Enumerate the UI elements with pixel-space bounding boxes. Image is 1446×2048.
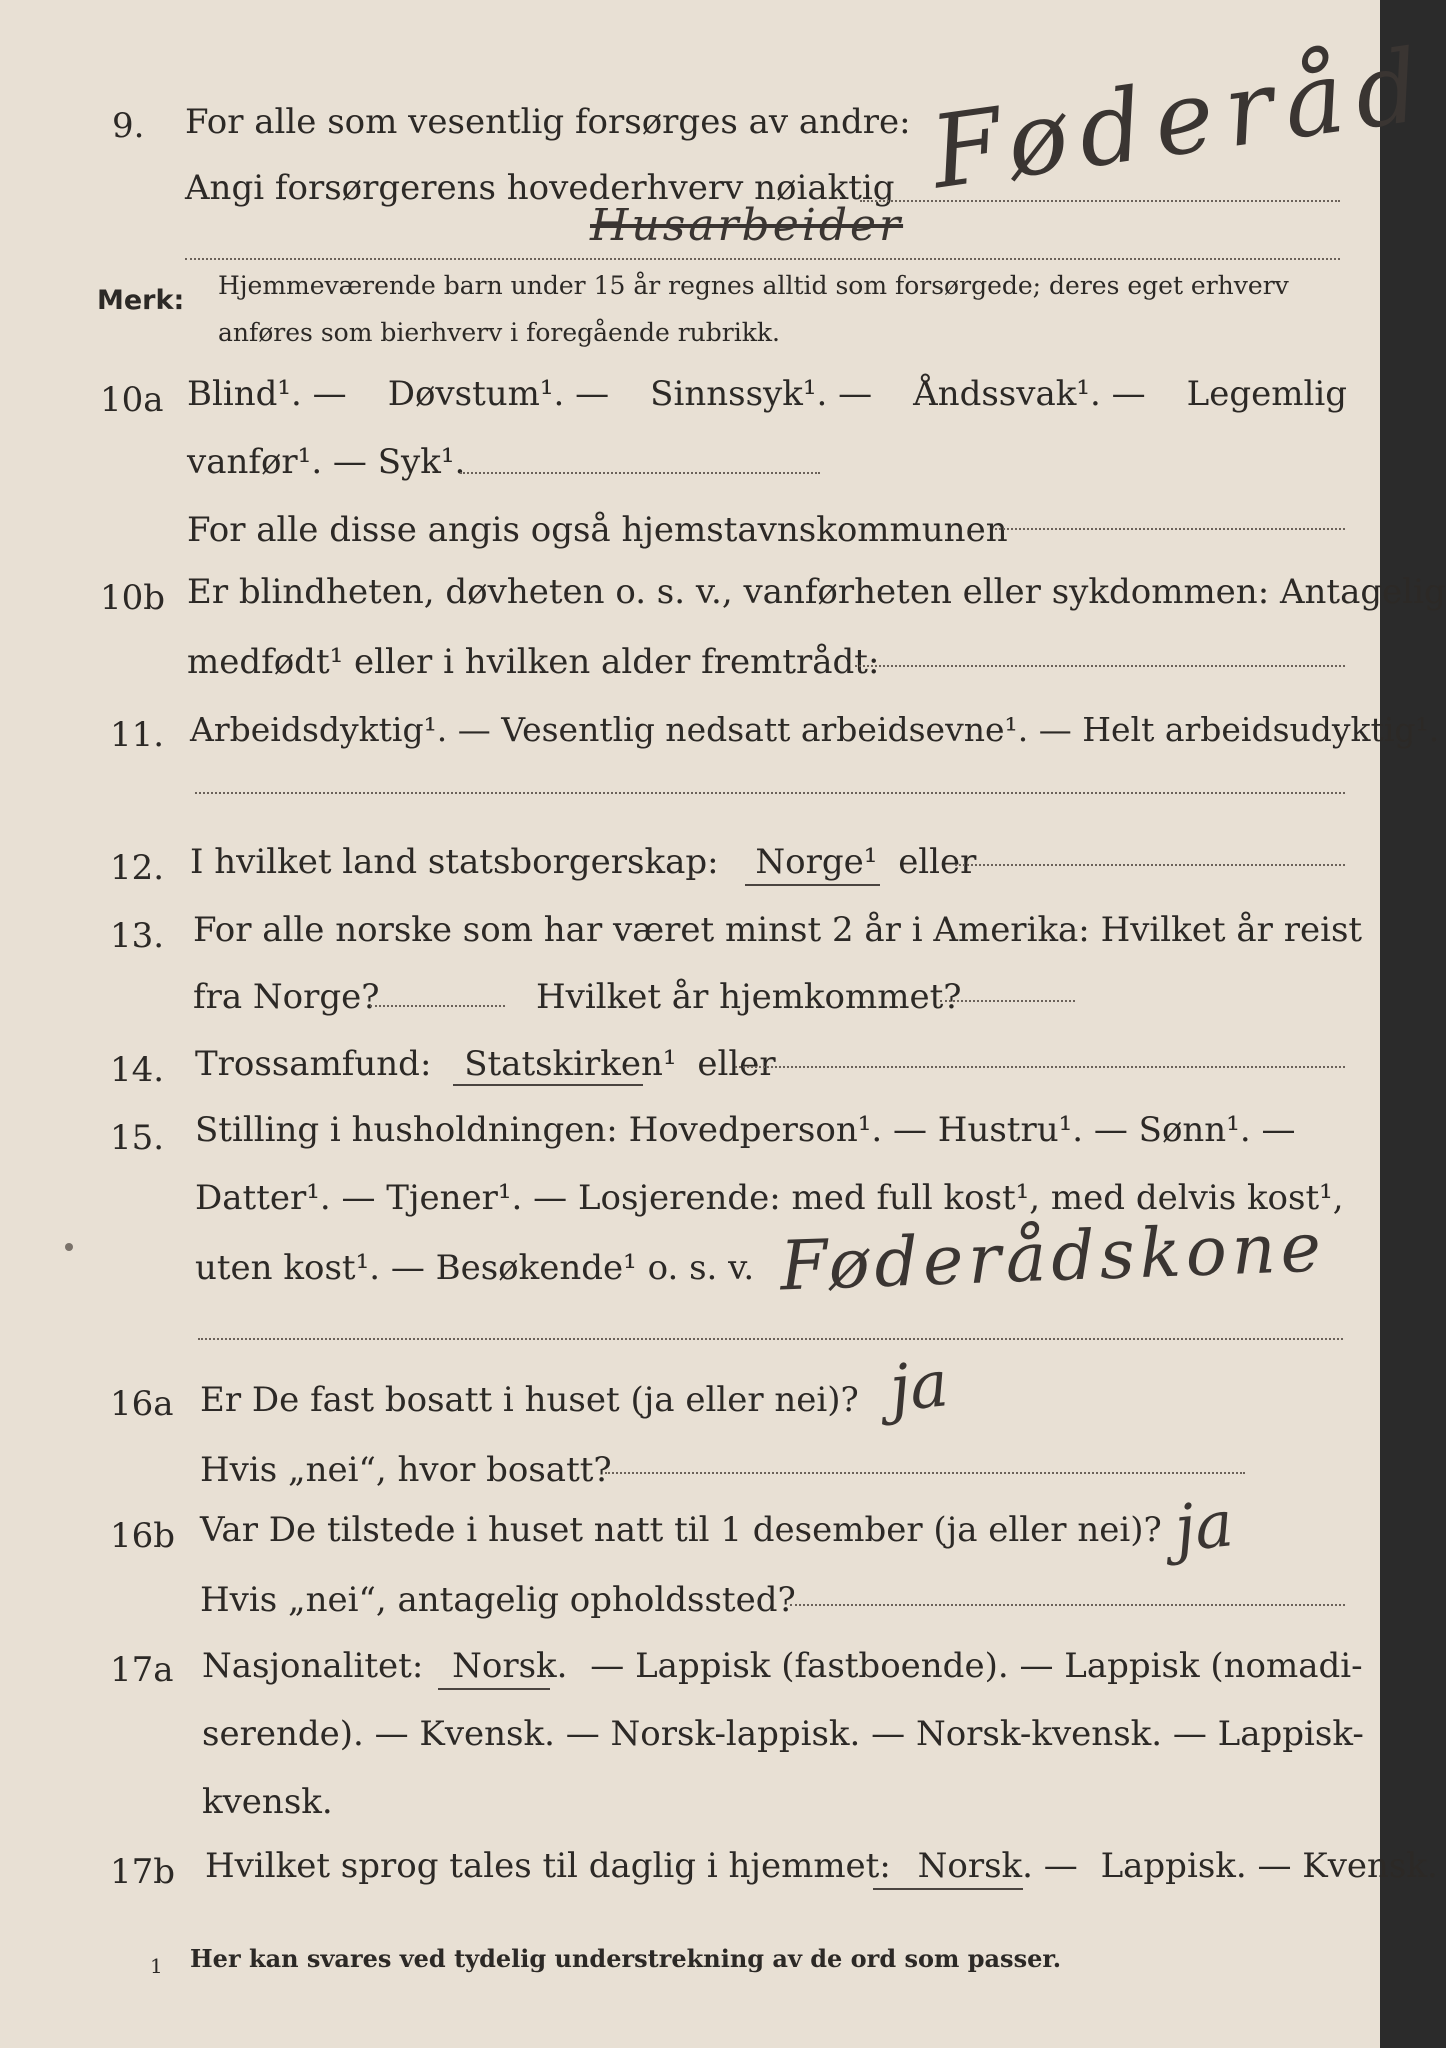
q10a-line2: vanfør¹. — Syk¹. (187, 442, 466, 482)
q14-statskirken-underline (453, 1084, 643, 1086)
q13-line2b: Hvilket år hjemkommet? (536, 977, 962, 1017)
q11-line1: Arbeidsdyktig¹. — Vesentlig nedsatt arbeidsevne¹. — Helt arbeidsudyktig¹. (190, 710, 1440, 749)
q15-line3: uten kost¹. — Besøkende¹ o. s. v. (195, 1248, 755, 1288)
q15-answer-handwriting: Føderådskone (778, 1208, 1328, 1307)
q12-norge-option: Norge¹ (755, 842, 878, 882)
q17a-line2: serende). — Kvensk. — Norsk-lappisk. — Norsk-kvensk. — Lappisk- (202, 1714, 1364, 1754)
q10a-option-sinnssyk: Sinnssyk¹. — (650, 374, 873, 414)
q13-line1: For alle norske som har været minst 2 år i Amerika: Hvilket år reist (193, 910, 1363, 950)
q15-second-line (198, 1338, 1343, 1340)
q17b-number: 17b (110, 1852, 176, 1892)
q12-number: 12. (110, 848, 165, 888)
q13-line2a: fra Norge? (193, 977, 380, 1017)
q17a-line1 (202, 1646, 1363, 1686)
q10b-number: 10b (100, 578, 166, 618)
q10a-option-blind: Blind¹. — (187, 374, 347, 414)
q10a-answer-line (460, 472, 820, 474)
q17a-norsk-option: Norsk. (452, 1646, 568, 1686)
q9-answer-handwriting: Føderåd (924, 25, 1439, 212)
q16b-line2: Hvis „nei“, antagelig opholdssted? (200, 1580, 796, 1620)
q10a-number: 10a (100, 380, 164, 420)
q9-struck-answer: Husarbeider (590, 200, 904, 251)
q16a-number: 16a (110, 1384, 174, 1424)
q12-prefix: I hvilket land statsborgerskap: (190, 842, 719, 882)
q16a-answer-handwriting: ja (886, 1347, 952, 1427)
merk-line1: Hjemmeværende barn under 15 år regnes alltid som forsørgede; deres eget erhverv (218, 271, 1289, 300)
margin-speck (65, 1243, 73, 1251)
q17a-number: 17a (110, 1650, 174, 1690)
q16a-line1: Er De fast bosatt i huset (ja eller nei)? (200, 1380, 859, 1420)
q16a-line2: Hvis „nei“, hvor bosatt? (200, 1450, 612, 1490)
q15-line1: Stilling i husholdningen: Hovedperson¹. — Hustru¹. — Sønn¹. — (195, 1110, 1296, 1150)
q9-second-line (185, 258, 1340, 260)
q11-number: 11. (110, 715, 165, 755)
q15-number: 15. (110, 1118, 165, 1158)
q10a-option-legemlig: Legemlig (1186, 374, 1347, 414)
q11-answer-line (195, 792, 1345, 794)
q10b-line2: medfødt¹ eller i hvilken alder fremtrådt: (187, 642, 880, 682)
q9-line2: Angi forsørgerens hovederhverv nøiaktig (185, 168, 895, 208)
q16b-answer-line (790, 1604, 1345, 1606)
q13-year-left-line (370, 1005, 505, 1007)
q17a-line3: kvensk. (202, 1782, 333, 1822)
q14-number: 14. (110, 1050, 165, 1090)
q17a-norsk-underline (438, 1688, 550, 1690)
q15-line2: Datter¹. — Tjener¹. — Losjerende: med full kost¹, med delvis kost¹, (195, 1178, 1344, 1218)
q14-suffix: eller (697, 1044, 776, 1084)
q9-line1: For alle som vesentlig forsørges av andre: (185, 102, 911, 142)
q10a-option-andssvak: Åndssvak¹. — (913, 374, 1146, 414)
q17b-rest: Lappisk. — Kvensk. (1100, 1846, 1438, 1886)
q16a-answer-line (605, 1472, 1245, 1474)
q10a-options (187, 374, 1347, 414)
q12-answer-line (955, 864, 1345, 866)
q16b-answer-handwriting: ja (1171, 1487, 1237, 1567)
q10b-answer-line (855, 665, 1345, 667)
q17b-norsk-option: Norsk. — (917, 1846, 1078, 1886)
q9-number: 9. (112, 106, 145, 146)
q13-number: 13. (110, 916, 165, 956)
q13-year-return-line (940, 1000, 1075, 1002)
q17b-norsk-underline (873, 1888, 1023, 1890)
q14-text (195, 1044, 776, 1084)
q14-statskirken-option: Statskirken¹ (464, 1044, 677, 1084)
q10b-line1: Er blindheten, døvheten o. s. v., vanførheten eller sykdommen: Antagelig (187, 572, 1446, 612)
q10a-line3: For alle disse angis også hjemstavnskommunen (187, 510, 1008, 550)
q16b-line1: Var De tilstede i huset natt til 1 desember (ja eller nei)? (200, 1510, 1162, 1550)
q12-suffix: eller (898, 842, 977, 882)
q16b-number: 16b (110, 1516, 176, 1556)
q10a-option-dovstum: Døvstum¹. — (387, 374, 610, 414)
footnote-text: Her kan svares ved tydelig understrekning av de ord som passer. (190, 1944, 1062, 1973)
q14-answer-line (735, 1066, 1345, 1068)
q14-prefix: Trossamfund: (195, 1044, 432, 1084)
q9-answer-line (860, 200, 1340, 202)
q17a-label: Nasjonalitet: (202, 1646, 424, 1686)
q17b-label: Hvilket sprog tales til daglig i hjemmet: (205, 1846, 891, 1886)
q17b-line (205, 1846, 1438, 1886)
q12-text (190, 842, 976, 882)
q12-norge-underline (745, 884, 880, 886)
merk-line2: anføres som bierhverv i foregående rubrikk. (218, 318, 780, 347)
q17a-rest: — Lappisk (fastboende). — Lappisk (nomadi- (590, 1646, 1363, 1686)
footnote-mark: 1 (150, 1954, 163, 1978)
q10a-hjemstavn-line (995, 528, 1345, 530)
merk-label: Merk: (97, 285, 185, 316)
